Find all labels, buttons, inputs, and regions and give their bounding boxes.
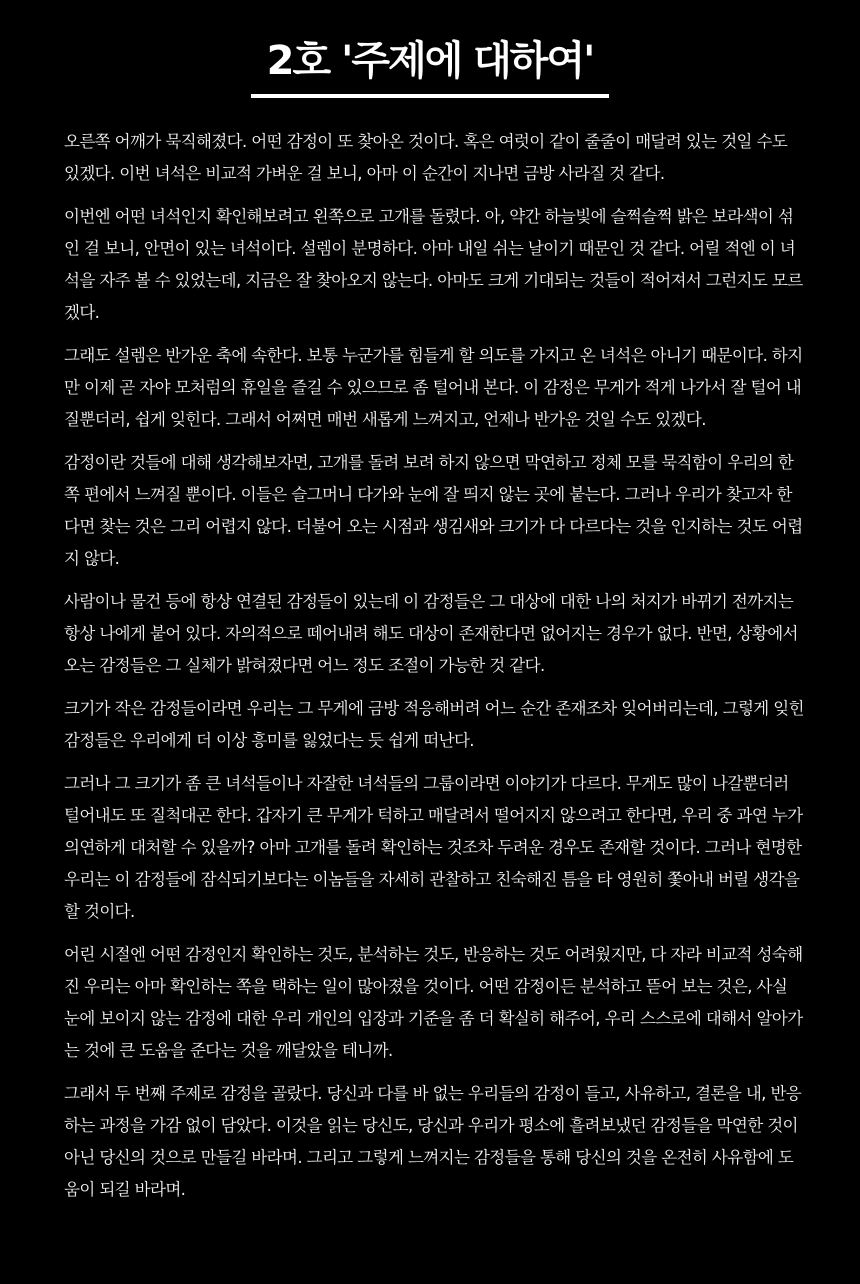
paragraph-7: 그러나 그 크기가 좀 큰 녀석들이나 자잘한 녀석들의 그룹이라면 이야기가 다르다. 무게도 많이 나갈뿐더러 털어내도 또 질척대곤 한다. 갑자기 큰 무게가 턱하고 매달려서 떨어지지 않으려고 한다면, 우리 중 과연 누가 의연하게 대처할 수 있을까? 아마 고개를 돌려 확인하는 것조차 두려운 경우도 존재할 것이다. 그러나 현명한 우리는 이 감정들에 잠식되기보다는 이놈들을 자세히 관찰하고 친숙해진 틈을 타 영원히 쫓아내 버릴 생각을 할 것이다. <box>64 774 803 921</box>
paragraph-4: 감정이란 것들에 대해 생각해보자면, 고개를 돌려 보려 하지 않으면 막연하고 정체 모를 묵직함이 우리의 한쪽 편에서 느껴질 뿐이다. 이들은 슬그머니 다가와 눈에 잘 띄지 않는 곳에 붙는다. 그러나 우리가 찾고자 한다면 찾는 것은 그리 어렵지 않다. 더불어 오는 시점과 생김새와 크기가 다 다르다는 것을 인지하는 것도 어렵지 않다. <box>64 453 803 568</box>
article-body <box>64 126 804 1217</box>
paragraph-1: 오른쪽 어깨가 묵직해졌다. 어떤 감정이 또 찾아온 것이다. 혹은 여럿이 같이 줄줄이 매달려 있는 것일 수도 있겠다. 이번 녀석은 비교적 가벼운 걸 보니, 아마 이 순간이 지나면 금방 사라질 것 같다. <box>64 132 788 183</box>
paragraph-8: 어린 시절엔 어떤 감정인지 확인하는 것도, 분석하는 것도, 반응하는 것도 어려웠지만, 다 자라 비교적 성숙해진 우리는 아마 확인하는 쪽을 택하는 일이 많아졌을 것이다. 어떤 감정이든 분석하고 뜯어 보는 것은, 사실 눈에 보이지 않는 감정에 대한 우리 개인의 입장과 기준을 좀 더 확실히 해주어, 우리 스스로에 대해서 알아가는 것에 큰 도움을 준다는 것을 깨달았을 테니까. <box>64 945 803 1060</box>
paragraph-6: 크기가 작은 감정들이라면 우리는 그 무게에 금방 적응해버려 어느 순간 존재조차 잊어버리는데, 그렇게 잊힌 감정들은 우리에게 더 이상 흥미를 잃었다는 듯 쉽게 떠난다. <box>64 699 804 750</box>
paragraph-5: 사람이나 물건 등에 항상 연결된 감정들이 있는데 이 감정들은 그 대상에 대한 나의 처지가 바뀌기 전까지는 항상 나에게 붙어 있다. 자의적으로 떼어내려 해도 대상이 존재한다면 없어지는 경우가 없다. 반면, 상황에서 오는 감정들은 그 실체가 밝혀졌다면 어느 정도 조절이 가능한 것 같다. <box>64 592 798 675</box>
paragraph-2: 이번엔 어떤 녀석인지 확인해보려고 왼쪽으로 고개를 돌렸다. 아, 약간 하늘빛에 슬쩍슬쩍 밝은 보라색이 섞인 걸 보니, 안면이 있는 녀석이다. 설렘이 분명하다. 아마 내일 쉬는 날이기 때문인 것 같다. 어릴 적엔 이 녀석을 자주 볼 수 있었는데, 지금은 잘 찾아오지 않는다. 아마도 크게 기대되는 것들이 적어져서 그런지도 모르겠다. <box>64 207 803 322</box>
paragraph-3: 그래도 설렘은 반가운 축에 속한다. 보통 누군가를 힘들게 할 의도를 가지고 온 녀석은 아니기 때문이다. 하지만 이제 곧 자야 모처럼의 휴일을 즐길 수 있으므로 좀 털어내 본다. 이 감정은 무게가 적게 나가서 잘 털어 내질뿐더러, 쉽게 잊힌다. 그래서 어쩌면 매번 새롭게 느껴지고, 언제나 반가운 것일 수도 있겠다. <box>64 346 803 429</box>
title-area <box>0 34 860 98</box>
page-title: 2호 '주제에 대하여' <box>251 34 609 98</box>
paragraph-9: 그래서 두 번째 주제로 감정을 골랐다. 당신과 다를 바 없는 우리들의 감정이 들고, 사유하고, 결론을 내, 반응하는 과정을 가감 없이 담았다. 이것을 읽는 당신도, 당신과 우리가 평소에 흘려보냈던 감정들을 막연한 것이 아닌 당신의 것으로 만들길 바라며. 그리고 그렇게 느껴지는 감정들을 통해 당신의 것을 온전히 사유함에 도움이 되길 바라며. <box>64 1084 802 1199</box>
